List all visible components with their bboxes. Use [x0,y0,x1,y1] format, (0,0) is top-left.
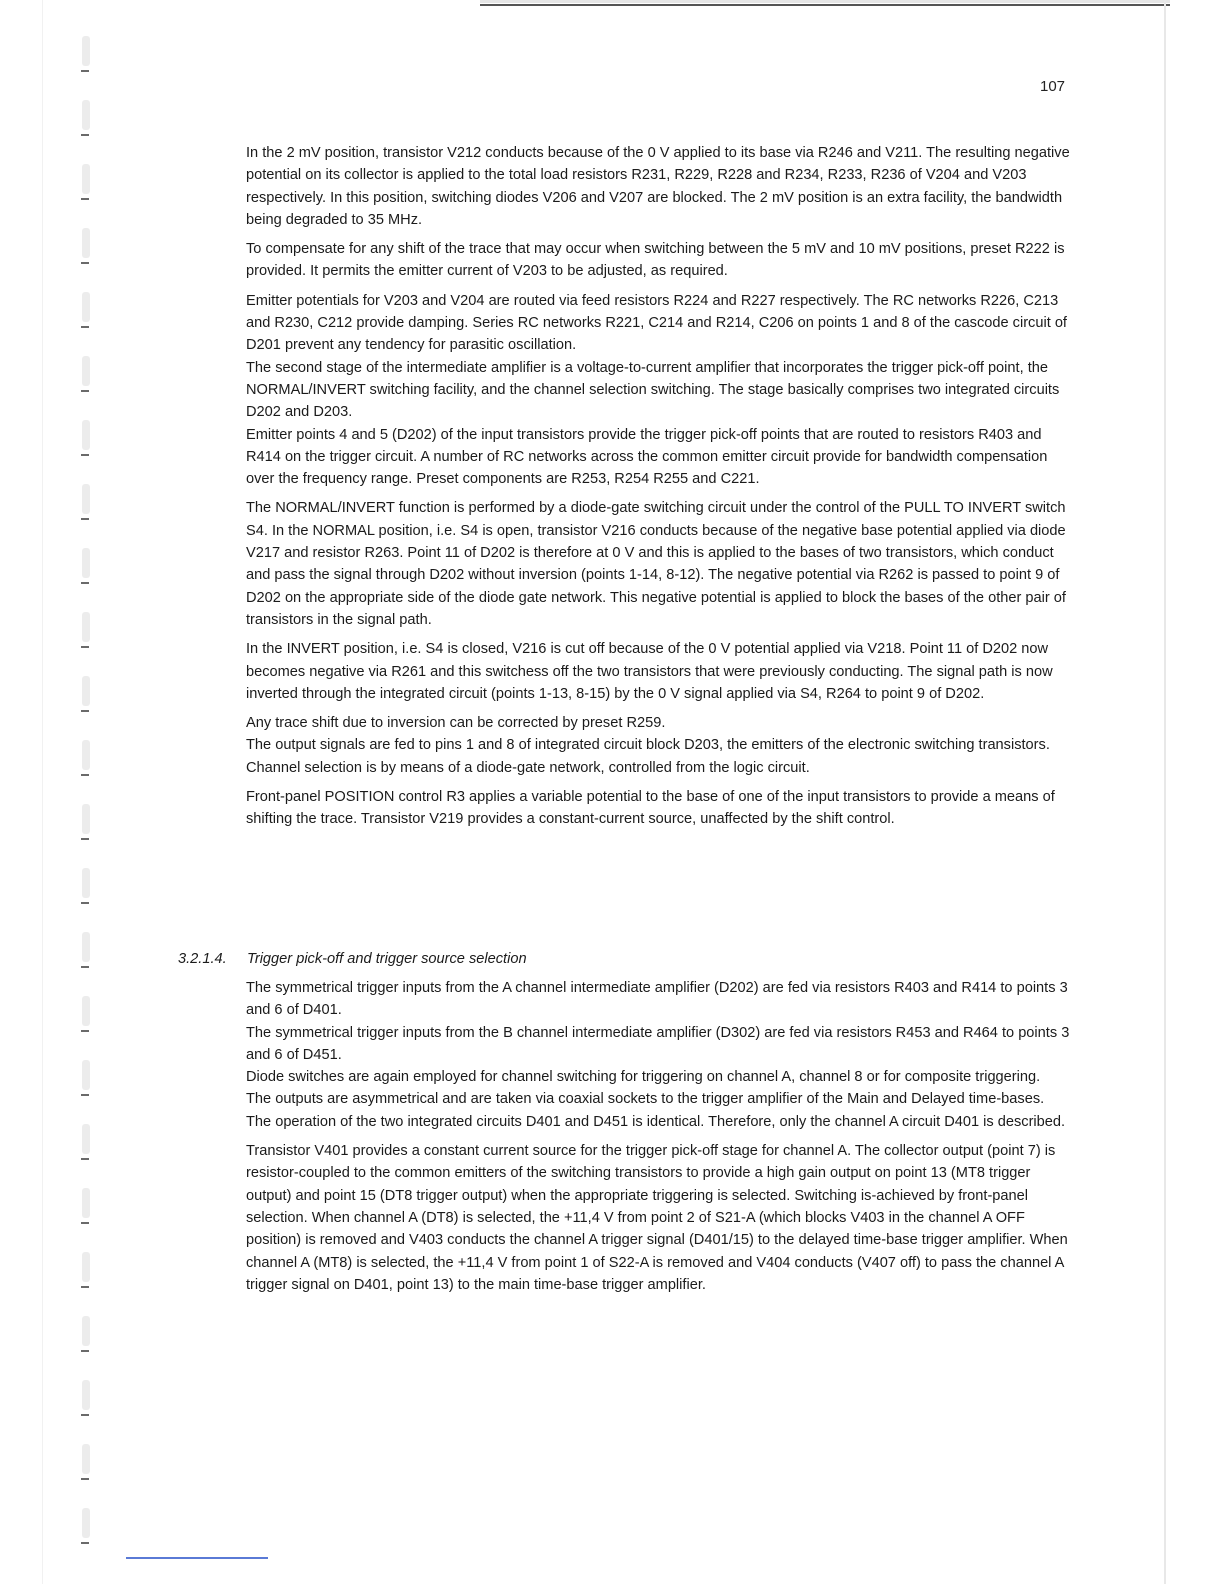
binding-mark [76,164,96,200]
paragraph: Transistor V401 provides a constant current source for the trigger pick-off stage for channel A. The collector output (point 7) is resistor-coupled to the common emitters of the switching transistors to provide a high gain output on point 13 (MT8 trigger output) and point 15 (DT8 trigger output) when the appropriate triggering is selected. Switching is-achieved by front-panel selection. When channel A (DT8) is selected, the +11,4 V from point 2 of S21-A (which blocks V403 in the channel A OFF position) is removed and V403 conducts the channel A trigger signal (D401/15) to the delayed time-base trigger amplifier. When channel A (MT8) is selected, the +11,4 V from point 1 of S22-A is removed and V404 conducts (V407 off) to pass the channel A trigger signal on D401, point 13) to the main time-base trigger amplifier. [246,1143,1068,1293]
binding-mark [76,1060,96,1096]
binding-mark [76,100,96,136]
paragraph: Front-panel POSITION control R3 applies a variable potential to the base of one of the input transistors to provide a means of shifting the trace. Transistor V219 provides a constant-current source, unaffected by the shift control. [246,789,1055,828]
section-title: Trigger pick-off and trigger source selection [247,951,527,967]
scan-right-edge [1164,0,1166,1584]
paragraph: Any trace shift due to inversion can be corrected by preset R259. [246,715,666,732]
binding-mark [76,484,96,520]
binding-mark [76,1252,96,1288]
binding-mark [76,36,96,72]
body-text-part1 [246,142,1076,831]
scan-left-edge [42,0,43,1584]
binding-mark [76,1124,96,1160]
page-number: 107 [1040,78,1066,95]
binding-mark [76,292,96,328]
binding-mark [76,612,96,648]
paragraph: The symmetrical trigger inputs from the B channel intermediate amplifier (D302) are fed via resistors R453 and R464 to points 3 and 6 of D451. [246,1024,1070,1063]
binding-mark [76,548,96,584]
binding-mark [76,740,96,776]
scan-bottom-line [126,1557,268,1559]
binding-mark [76,868,96,904]
paragraph: The outputs are asymmetrical and are taken via coaxial sockets to the trigger amplifier of the Main and Delayed time-bases. [246,1091,1045,1108]
binding-mark [76,1444,96,1480]
binding-mark [76,804,96,840]
paragraph: In the 2 mV position, transistor V212 conducts because of the 0 V applied to its base via R246 and V211. The resulting negative potential on its collector is applied to the total load resistors R231, R229, R228 and R234, R233, R236 of V204 and V203 respectively. In this position, switching diodes V206 and V207 are blocked. The 2 mV position is an extra facility, the bandwidth being degraded to 35 MHz. [246,145,1070,228]
paragraph: To compensate for any shift of the trace that may occur when switching between the 5 mV and 10 mV positions, preset R222 is provided. It permits the emitter current of V203 to be adjusted, as required. [246,241,1065,280]
binding-mark [76,356,96,392]
binding-holes [76,0,96,1584]
binding-mark [76,1316,96,1352]
binding-mark [76,420,96,456]
binding-mark [76,1188,96,1224]
section-number: 3.2.1.4. [178,951,227,967]
body-text-part2 [246,977,1076,1296]
paragraph: The output signals are fed to pins 1 and 8 of integrated circuit block D203, the emitters of the electronic switching transistors. Channel selection is by means of a diode-gate network, controlled from the logic circuit. [246,737,1050,776]
binding-mark [76,676,96,712]
scan-top-shadow [480,0,1170,3]
section-heading [178,948,1078,970]
paragraph: Diode switches are again employed for channel switching for triggering on channel A, channel 8 or for composite triggering. [246,1069,1041,1086]
paragraph: The second stage of the intermediate amplifier is a voltage-to-current amplifier that incorporates the trigger pick-off point, the NORMAL/INVERT switching facility, and the channel selection switching. The stage basically comprises two integrated circuits D202 and D203. [246,359,1060,421]
binding-mark [76,1508,96,1544]
binding-mark [76,996,96,1032]
binding-mark [76,1380,96,1416]
paragraph: The symmetrical trigger inputs from the A channel intermediate amplifier (D202) are fed via resistors R403 and R414 to points 3 and 6 of D401. [246,980,1068,1019]
paragraph: In the INVERT position, i.e. S4 is closed, V216 is cut off because of the 0 V potential applied via V218. Point 11 of D202 now becomes negative via R261 and this switchess off the two transistors that were previously conducting. The signal path is now inverted through the integrated circuit (points 1-13, 8-15) by the 0 V signal applied via S4, R264 to point 9 of D202. [246,641,1053,702]
paragraph: Emitter potentials for V203 and V204 are routed via feed resistors R224 and R227 respectively. The RC networks R226, C213 and R230, C212 provide damping. Series RC networks R221, C214 and R214, C206 on points 1 and 8 of the cascode circuit of D201 prevent any tendency for parasitic oscillation. [246,292,1067,354]
scan-top-rule [480,4,1170,6]
paragraph: The operation of the two integrated circuits D401 and D451 is identical. Therefore, only the channel A circuit D401 is described. [246,1113,1066,1130]
binding-mark [76,932,96,968]
binding-mark [76,228,96,264]
paragraph: The NORMAL/INVERT function is performed by a diode-gate switching circuit under the control of the PULL TO INVERT switch S4. In the NORMAL position, i.e. S4 is open, transistor V216 conducts because of the negative base potential applied via diode V217 and resistor R263. Point 11 of D202 is therefore at 0 V and this is applied to the bases of two transistors, which conduct and pass the signal through D202 without inversion (points 1-14, 8-12). The negative potential via R262 is passed to point 9 of D202 on the appropriate side of the diode gate network. This negative potential is applied to block the bases of the other pair of transistors in the signal path. [246,500,1066,628]
paragraph: Emitter points 4 and 5 (D202) of the input transistors provide the trigger pick-off points that are routed to resistors R403 and R414 on the trigger circuit. A number of RC networks across the common emitter circuit provide for bandwidth compensation over the frequency range. Preset components are R253, R254 R255 and C221. [246,426,1048,488]
